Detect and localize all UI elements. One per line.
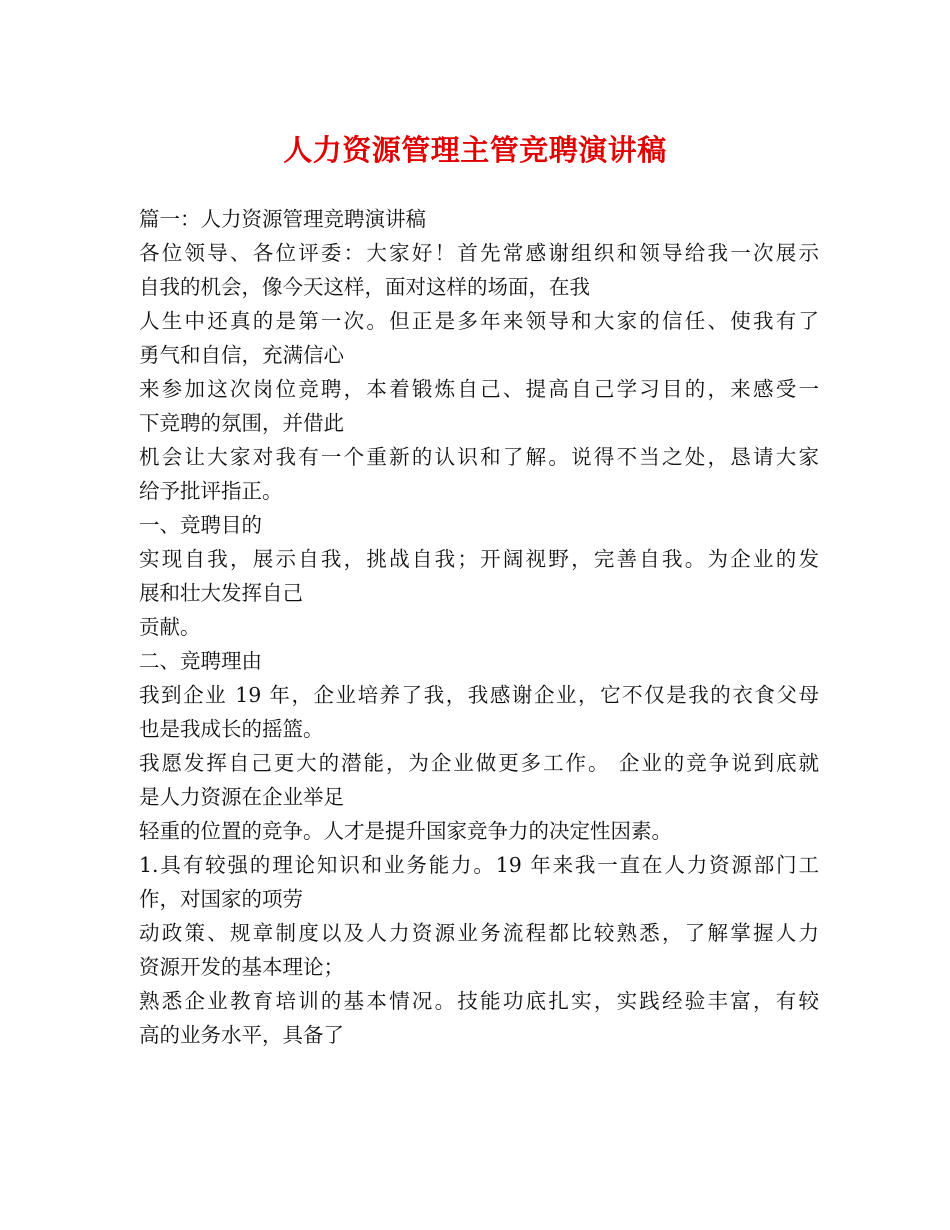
text-line: 机会让大家对我有一个重新的认识和了解。说得不当之处，恳请大家 [139, 445, 819, 469]
text-line: 各位领导、各位评委：大家好！首先常感谢组织和领导给我一次展示 [139, 241, 819, 265]
text-line: 我到企业 19 年，企业培养了我，我感谢企业，它不仅是我的衣食父母 [139, 683, 819, 707]
text-line: 展和壮大发挥自己 [139, 581, 303, 605]
text-line: 轻重的位置的竞争。人才是提升国家竞争力的决定性因素。 [139, 819, 672, 843]
text-line: 自我的机会，像今天这样，面对这样的场面，在我 [139, 275, 590, 299]
text-line: 我愿发挥自己更大的潜能，为企业做更多工作。 企业的竞争说到底就 [139, 751, 819, 775]
text-line: 下竞聘的氛围，并借此 [139, 411, 344, 435]
text-line: 勇气和自信，充满信心 [139, 343, 344, 367]
text-line: 人生中还真的是第一次。但正是多年来领导和大家的信任、使我有了 [139, 309, 819, 333]
text-line: 篇一：人力资源管理竞聘演讲稿 [139, 207, 426, 231]
text-line: 熟悉企业教育培训的基本情况。技能功底扎实，实践经验丰富，有较 [139, 989, 819, 1013]
document-body [139, 202, 819, 1052]
text-line: 作，对国家的项劳 [139, 887, 303, 911]
text-line: 来参加这次岗位竞聘，本着锻炼自己、提高自己学习目的，来感受一 [139, 377, 819, 401]
text-line: 实现自我，展示自我，挑战自我；开阔视野，完善自我。为企业的发 [139, 547, 819, 571]
text-line: 给予批评指正。 [139, 479, 283, 503]
text-line: 是人力资源在企业举足 [139, 785, 344, 809]
text-line: 贡献。 [139, 615, 201, 639]
text-line: 一、竞聘目的 [139, 513, 262, 537]
text-line: 高的业务水平，具备了 [139, 1023, 344, 1047]
text-line: 资源开发的基本理论； [139, 955, 344, 979]
text-line: 1.具有较强的理论知识和业务能力。19 年来我一直在人力资源部门工 [139, 853, 819, 877]
document-title: 人力资源管理主管竞聘演讲稿 [283, 133, 667, 167]
text-line: 动政策、规章制度以及人力资源业务流程都比较熟悉，了解掌握人力 [139, 921, 819, 945]
text-line: 二、竞聘理由 [139, 649, 262, 673]
text-line: 也是我成长的摇篮。 [139, 717, 324, 741]
